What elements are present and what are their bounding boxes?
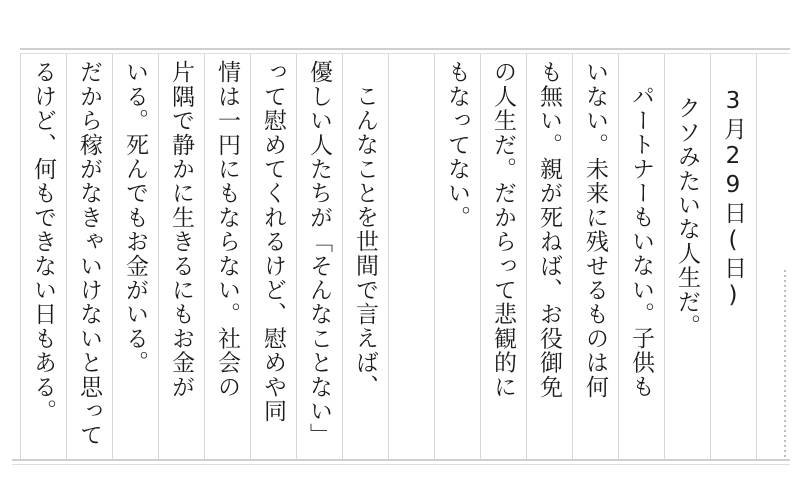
text-line: だから稼がなきゃいけないと思って	[76, 60, 102, 448]
top-border-inner-line	[20, 53, 790, 54]
date-heading: 3月29日(日)	[720, 88, 746, 311]
text-line: も無い。親が死ねば、お役御免	[536, 60, 562, 399]
text-line: いない。未来に残せるものは何	[582, 60, 608, 399]
column-rule	[756, 54, 757, 459]
text-line: こんなことを世間で言えば、	[352, 84, 378, 399]
text-line: の人生だ。だからって悲観的に	[490, 60, 516, 399]
text-line: いる。死んでもお金がいる。	[122, 60, 148, 375]
blank-column	[388, 60, 434, 456]
text-line: もなってない。	[444, 60, 470, 230]
text-line: 情は一円にもならない。社会の	[214, 60, 240, 399]
text-line: って慰めてくれるけど、慰めや同	[260, 60, 286, 423]
text-line: 優しい人たちが「そんなことない」	[306, 60, 332, 448]
top-border-line	[20, 48, 790, 50]
text-line: パートナーもいない。子供も	[628, 84, 654, 399]
text-line: 片隅で静かに生きるにもお金が	[168, 60, 194, 399]
text-line: るけど、何もできない日もある。	[30, 60, 56, 423]
right-dotted-edge	[784, 270, 786, 460]
text-line: クソみたいな人生だ。	[674, 96, 700, 338]
